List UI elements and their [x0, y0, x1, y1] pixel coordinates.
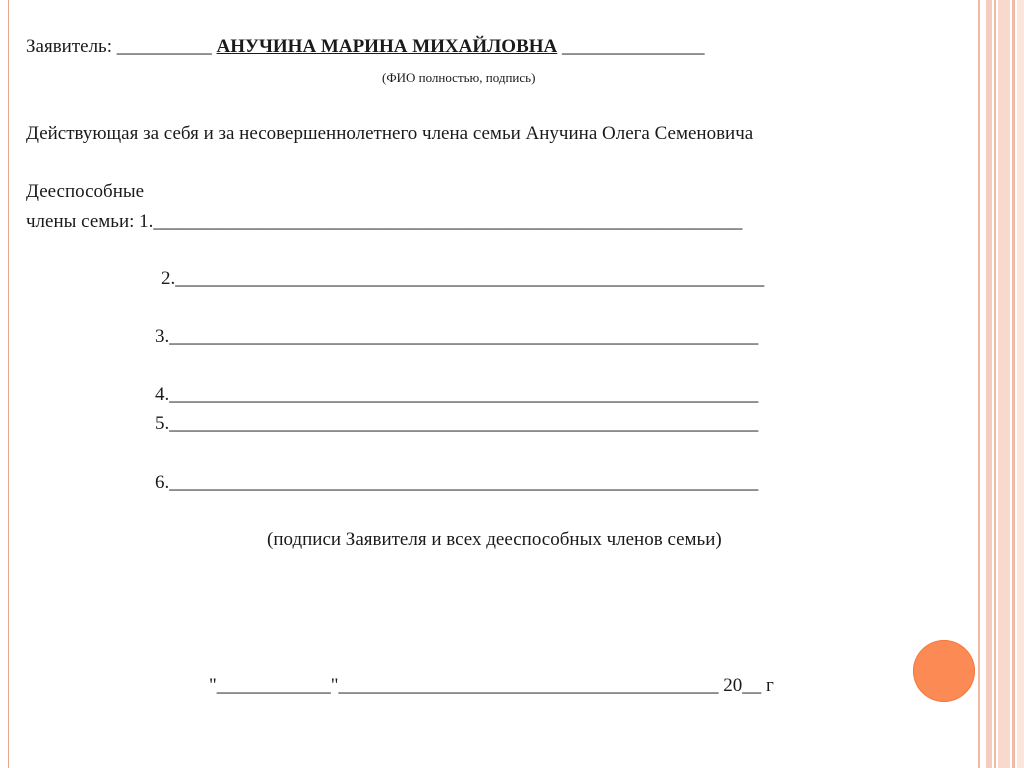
decorative-stripe [1012, 0, 1015, 768]
member-line-6: 6.______________________________________________________________ [155, 472, 759, 493]
date-year: 20__ г [723, 675, 774, 696]
member-line-3: 3.______________________________________________________________ [155, 326, 759, 347]
date-line [209, 675, 774, 697]
applicant-blank-before: __________ [116, 36, 212, 57]
member-line-2: 2.______________________________________________________________ [161, 268, 765, 289]
applicant-line [26, 36, 705, 58]
applicant-label: Заявитель: [26, 36, 112, 57]
member-line-4: 4.______________________________________________________________ [155, 384, 759, 405]
decorative-stripe [986, 0, 992, 768]
date-day: "____________" [209, 675, 339, 696]
member-line-5: 5.______________________________________________________________ [155, 413, 759, 434]
decorative-circle [913, 640, 975, 702]
decorative-stripe [1017, 0, 1024, 768]
signatures-caption: (подписи Заявителя и всех дееспособных членов семьи) [267, 529, 722, 550]
applicant-blank-after: _______________ [562, 36, 705, 57]
capable-members-row-1 [26, 211, 742, 233]
capable-members-heading: Дееспособные [26, 181, 145, 202]
acting-line: Действующая за себя и за несовершеннолетнего члена семьи Анучина Олега Семеновича [26, 123, 754, 144]
left-border-line [8, 0, 9, 768]
member-line-1: 1.______________________________________________________________ [139, 211, 743, 232]
decorative-stripe [994, 0, 996, 768]
capable-members-label: члены семьи: [26, 211, 135, 232]
date-month: ________________________________________ [338, 675, 719, 696]
applicant-name: АНУЧИНА МАРИНА МИХАЙЛОВНА [216, 36, 558, 57]
applicant-caption: (ФИО полностью, подпись) [382, 70, 536, 85]
decorative-stripe [978, 0, 980, 768]
decorative-stripe [998, 0, 1010, 768]
